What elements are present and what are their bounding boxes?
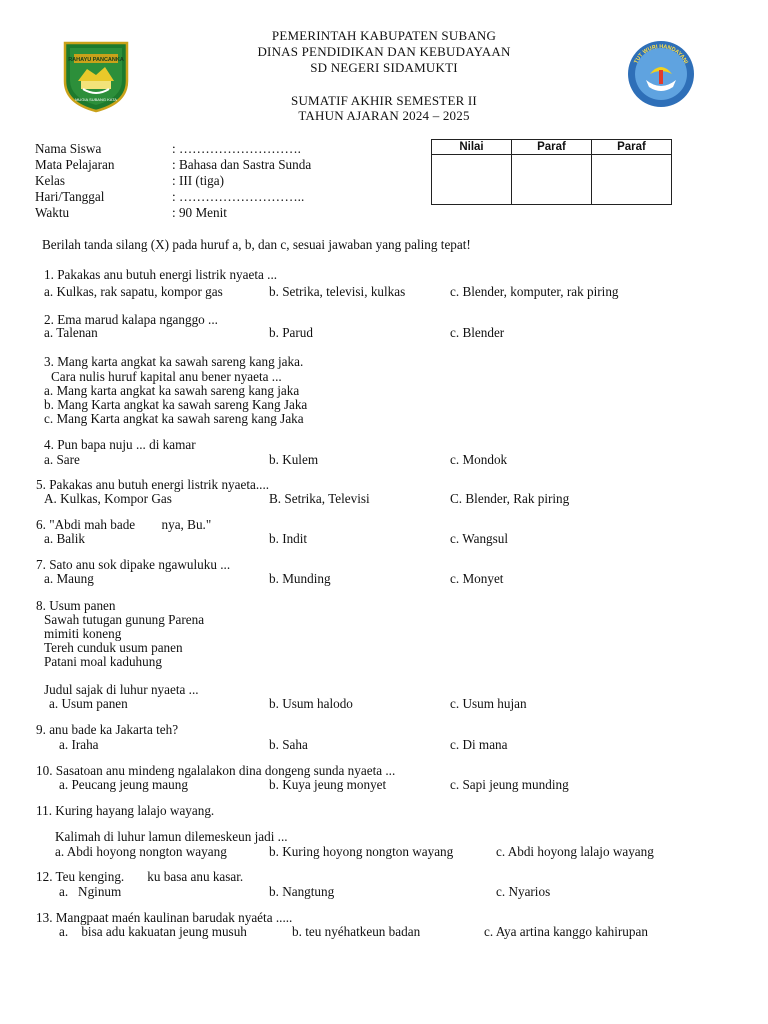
question-1: 1. Pakakas anu butuh energi listrik nyaeta ... <box>44 267 278 282</box>
question-5: 5. Pakakas anu butuh energi listrik nyaeta.... <box>36 477 270 492</box>
school-year: TAHUN AJARAN 2024 – 2025 <box>298 108 470 123</box>
question-6: 6. "Abdi mah bade nya, Bu." <box>36 517 212 532</box>
q11-option-b: b. Kuring hoyong nongton wayang <box>269 844 454 859</box>
field-label-name: Nama Siswa <box>35 141 102 156</box>
svg-text:MUGIA SUBANG KATA: MUGIA SUBANG KATA <box>75 97 117 102</box>
q8-poem-line-4: Patani moal kaduhung <box>44 654 162 669</box>
question-7: 7. Sato anu sok dipake ngawuluku ... <box>36 557 231 572</box>
q6-option-b: b. Indit <box>269 531 308 546</box>
field-value-class: : III (tiga) <box>172 173 224 188</box>
q3-option-b: b. Mang Karta angkat ka sawah sareng Kang Jaka <box>44 397 308 412</box>
score-header-paraf-1: Paraf <box>512 140 592 155</box>
question-10: 10. Sasatoan anu mindeng ngalalakon dina dongeng sunda nyaeta ... <box>36 763 396 778</box>
q9-option-b: b. Saha <box>269 737 308 752</box>
q1-option-a: a. Kulkas, rak sapatu, kompor gas <box>44 284 223 299</box>
q13-option-a: a. bisa adu kakuatan jeung musuh <box>59 924 247 939</box>
q8-option-b: b. Usum halodo <box>269 696 353 711</box>
q9-option-c: c. Di mana <box>450 737 508 752</box>
q6-option-c: c. Wangsul <box>450 531 509 546</box>
q12-option-c: c. Nyarios <box>496 884 551 899</box>
q8-poem-line-1: Sawah tutugan gunung Parena <box>44 612 205 627</box>
score-cell-paraf-1 <box>512 155 592 205</box>
question-13: 13. Mangpaat maén kaulinan barudak nyaéta ..... <box>36 910 293 925</box>
question-3: 3. Mang karta angkat ka sawah sareng kang jaka. <box>44 354 304 369</box>
field-value-date: : ……………………….. <box>172 189 305 204</box>
question-4: 4. Pun bapa nuju ... di kamar <box>44 437 196 452</box>
q3-option-a: a. Mang karta angkat ka sawah sareng kang jaka <box>44 383 300 398</box>
field-value-name: : ………………………. <box>172 141 301 156</box>
instruction: Berilah tanda silang (X) pada huruf a, b, dan c, sesuai jawaban yang paling tepat! <box>42 237 471 252</box>
q8-prompt: Judul sajak di luhur nyaeta ... <box>44 682 199 697</box>
q11-option-a: a. Abdi hoyong nongton wayang <box>55 844 227 859</box>
exam-title: SUMATIF AKHIR SEMESTER II <box>291 93 477 108</box>
q10-option-b: b. Kuya jeung monyet <box>269 777 387 792</box>
svg-text:RAHAYU PANCANKA: RAHAYU PANCANKA <box>68 57 124 63</box>
q10-option-a: a. Peucang jeung maung <box>59 777 188 792</box>
q5-option-a: A. Kulkas, Kompor Gas <box>44 491 172 506</box>
q8-poem-line-3: Tereh cunduk usum panen <box>44 640 183 655</box>
field-label-time: Waktu <box>35 205 70 220</box>
question-11: 11. Kuring hayang lalajo wayang. <box>36 803 215 818</box>
question-12: 12. Teu kenging. ku basa anu kasar. <box>36 869 244 884</box>
svg-text:TUT WURI HANDAYANI: TUT WURI HANDAYANI <box>633 43 689 65</box>
question-8: 8. Usum panen <box>36 598 116 613</box>
government-line: PEMERINTAH KABUPATEN SUBANG <box>271 28 497 43</box>
q1-option-c: c. Blender, komputer, rak piring <box>450 284 619 299</box>
q9-option-a: a. Iraha <box>59 737 99 752</box>
score-cell-paraf-2 <box>592 155 672 205</box>
q5-option-c: C. Blender, Rak piring <box>450 491 570 506</box>
q4-option-c: c. Mondok <box>450 452 508 467</box>
q7-option-a: a. Maung <box>44 571 94 586</box>
score-header-nilai: Nilai <box>432 140 512 155</box>
q12-option-b: b. Nangtung <box>269 884 335 899</box>
department-line: DINAS PENDIDIKAN DAN KEBUDAYAAN <box>257 44 511 59</box>
q7-option-c: c. Monyet <box>450 571 504 586</box>
q4-option-a: a. Sare <box>44 452 80 467</box>
question-2: 2. Ema marud kalapa nganggo ... <box>44 312 218 327</box>
q7-option-b: b. Munding <box>269 571 331 586</box>
field-label-class: Kelas <box>35 173 66 188</box>
score-header-paraf-2: Paraf <box>592 140 672 155</box>
field-value-time: : 90 Menit <box>172 205 227 220</box>
q11-option-c: c. Abdi hoyong lalajo wayang <box>496 844 654 859</box>
question-9: 9. anu bade ka Jakarta teh? <box>36 722 179 737</box>
q8-option-c: c. Usum hujan <box>450 696 527 711</box>
score-cell-nilai <box>432 155 512 205</box>
q8-poem-line-2: mimiti koneng <box>44 626 122 641</box>
q2-option-b: b. Parud <box>269 325 313 340</box>
q10-option-c: c. Sapi jeung munding <box>450 777 569 792</box>
q6-option-a: a. Balik <box>44 531 86 546</box>
q3-prompt: Cara nulis huruf kapital anu bener nyaeta ... <box>51 369 282 384</box>
field-label-date: Hari/Tanggal <box>35 189 105 204</box>
q8-option-a: a. Usum panen <box>49 696 128 711</box>
q13-option-b: b. teu nyéhatkeun badan <box>292 924 421 939</box>
score-table <box>431 139 672 205</box>
q13-option-c: c. Aya artina kanggo kahirupan <box>484 924 648 939</box>
q12-option-a: a. Nginum <box>59 884 122 899</box>
q3-option-c: c. Mang Karta angkat ka sawah sareng kang Jaka <box>44 411 304 426</box>
q4-option-b: b. Kulem <box>269 452 319 467</box>
q1-option-b: b. Setrika, televisi, kulkas <box>269 284 406 299</box>
q2-option-a: a. Talenan <box>44 325 98 340</box>
q5-option-b: B. Setrika, Televisi <box>269 491 370 506</box>
school-name: SD NEGERI SIDAMUKTI <box>310 60 458 75</box>
field-value-subject: : Bahasa dan Sastra Sunda <box>172 157 312 172</box>
q11-prompt: Kalimah di luhur lamun dilemeskeun jadi ... <box>55 829 288 844</box>
q2-option-c: c. Blender <box>450 325 505 340</box>
field-label-subject: Mata Pelajaran <box>35 157 115 172</box>
